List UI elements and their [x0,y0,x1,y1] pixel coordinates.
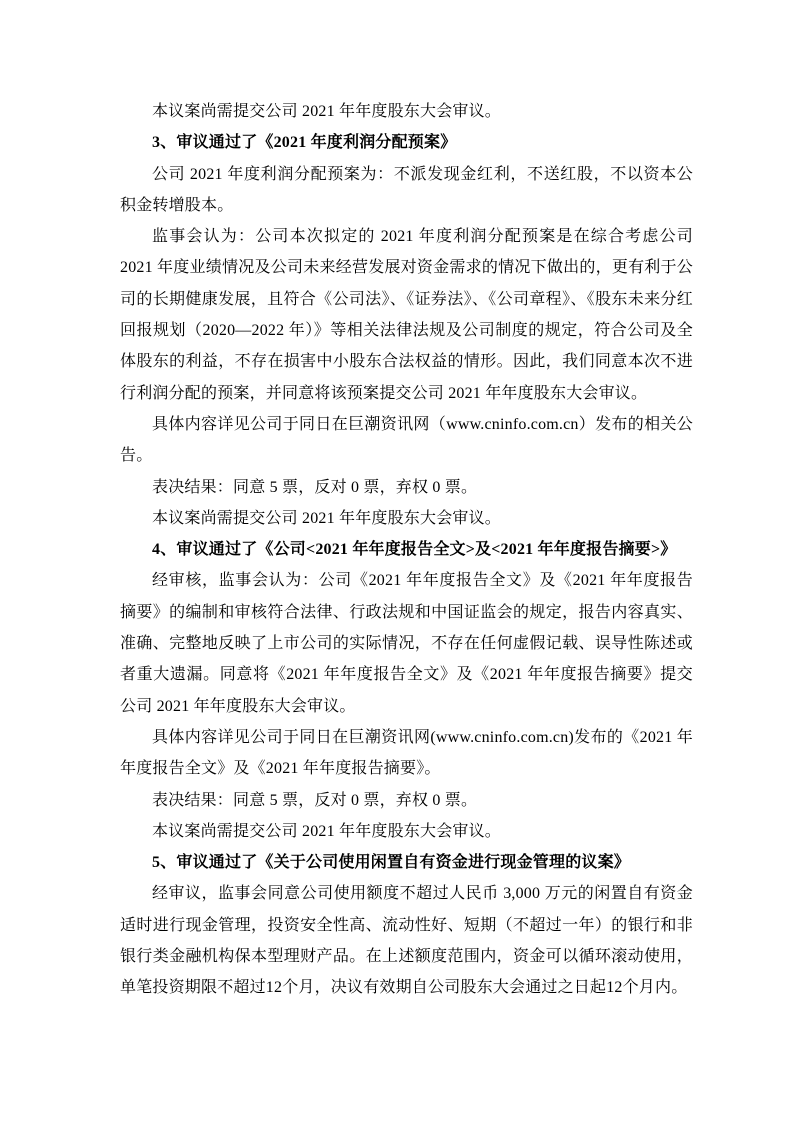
paragraph-profit-distribution-plan: 公司 2021 年度利润分配预案为：不派发现金红利，不送红股，不以资本公积金转增股本。 [120,165,693,214]
paragraph-vote-result: 表决结果：同意 5 票，反对 0 票，弃权 0 票。 [152,791,478,809]
paragraph-vote-result: 表决结果：同意 5 票，反对 0 票，弃权 0 票。 [152,478,478,496]
paragraph-annual-report-opinion: 经审核，监事会认为：公司《2021 年年度报告全文》及《2021 年年度报告摘要》的编制和审核符合法律、行政法规和中国证监会的规定，报告内容真实、准确、完整地反映了上市公司的实际情况，不存在任何虚假记载、误导性陈述或者重大遗漏。同意将《2021 年年度报告全文》及《2021 年年度报告摘要》提交公司 2021 年年度股东大会审议。 [120,572,693,715]
section-5-heading: 5、审议通过了《关于公司使用闲置自有资金进行现金管理的议案》 [152,854,631,872]
section-4-heading: 4、审议通过了《公司<2021 年年度报告全文>及<2021 年年度报告摘要>》 [152,541,677,559]
paragraph-disclosure-reference: 具体内容详见公司于同日在巨潮资讯网(www.cninfo.com.cn)发布的《2021 年年度报告全文》及《2021 年年度报告摘要》。 [120,728,693,778]
paragraph-shareholder-meeting-note: 本议案尚需提交公司 2021 年年度股东大会审议。 [152,822,502,840]
paragraph-disclosure-reference: 具体内容详见公司于同日在巨潮资讯网（www.cninfo.com.cn）发布的相关公告。 [120,415,693,465]
paragraph-shareholder-meeting-note: 本议案尚需提交公司 2021 年年度股东大会审议。 [152,509,502,527]
paragraph-cash-management-resolution: 经审议，监事会同意公司使用额度不超过人民币 3,000 万元的闲置自有资金适时进行现金管理，投资安全性高、流动性好、短期（不超过一年）的银行和非银行类金融机构保本型理财产品。在上述额度范围内，资金可以循环滚动使用，单笔投资期限不超过12个月，决议有效期自公司股东大会通过之日起12个月内。 [120,885,693,997]
paragraph-shareholder-meeting-note: 本议案尚需提交公司 2021 年年度股东大会审议。 [152,103,502,120]
section-3-heading: 3、审议通过了《2021 年度利润分配预案》 [152,134,457,152]
paragraph-supervisory-board-opinion: 监事会认为：公司本次拟定的 2021 年度利润分配预案是在综合考虑公司 2021 年度业绩情况及公司未来经营发展对资金需求的情况下做出的，更有利于公司的长期健康发展，且符合《公司法》、《证券法》、《公司章程》、《股东未来分红回报规划（2020—2022 年）》等相关法律法规及公司制度的规定，符合公司及全体股东的利益，不存在损害中小股东合法权益的情形。因此，我们同意本次不进行利润分配的预案，并同意将该预案提交公司 2021 年年度股东大会审议。 [120,228,693,402]
